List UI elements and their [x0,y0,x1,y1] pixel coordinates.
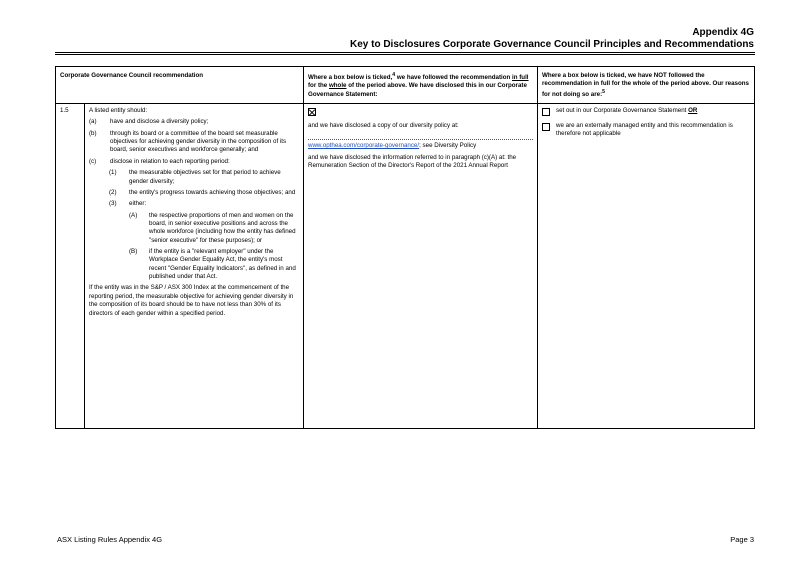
rec-intro: A listed entity should: [89,107,148,114]
item-label: (b) [89,129,97,137]
policy-link-line [308,142,533,150]
option-text: we are an externally managed entity and this recommendation is therefore not applicable [556,122,733,138]
info-disclosure-text: and we have disclosed the information referred to in paragraph (c)(A) at: the Remuneration Section of the Director's Report of the 2021 Annual Report [308,153,517,170]
list-item [89,248,299,281]
col2-header-whole: whole [328,82,347,90]
followed-cell [304,104,538,429]
rec-number: 1.5 [56,104,85,429]
item-label: (B) [129,248,138,256]
unchecked-checkbox-icon[interactable] [542,108,550,116]
list-item [89,130,299,155]
list-item [89,169,299,186]
table-header-row [56,67,755,104]
header-rule [55,52,755,53]
list-item [89,158,299,166]
col2-header [304,67,538,104]
rec-closing: If the entity was in the S&P / ASX 300 Index at the commencement of the reporting period, the measurable objective for achieving gender diversity in the composition of its board should be to have not less than 30% of its directors of each gender within a specified period. [89,284,294,317]
link-suffix: ; see Diversity Policy [419,142,477,150]
appendix-title: Appendix 4G [692,27,754,38]
document-title: Key to Disclosures Corporate Governance Council Principles and Recommendations [350,39,754,50]
checked-checkbox-icon[interactable] [308,108,316,116]
table-row [56,104,755,429]
header-rule-thin [55,54,755,55]
footnote-5: 5 [602,88,606,95]
or-label: OR [688,107,698,114]
item-label: (3) [109,200,117,208]
item-text: the respective proportions of men and women on the board, in senior executive positions and across the whole workforce (including how the entity has defined "senior executive" for these purposes); or [149,211,296,244]
diversity-policy-link[interactable]: www.opthea.com/corporate-governance/ [308,142,420,150]
dotted-line [308,133,533,140]
item-text: if the entity is a "relevant employer" under the Workplace Gender Equality Act, the entity's most recent "Gender Equality Indicators", as defined in and published under that Act. [149,248,296,281]
option-text-main: set out in our Corporate Governance Statement [556,107,689,114]
col2-header-text: of the period above. We have disclosed this in our Corporate Governance Statement: [308,82,527,98]
option-externally-managed [542,122,750,139]
item-text: through its board or a committee of the board set measurable objectives for achieving gender diversity in the composition of its board, senior executives and workforce generally; and [110,129,287,154]
list-item [89,189,299,197]
not-followed-cell [538,104,755,429]
option-text [556,107,697,116]
item-text: disclose in relation to each reporting period: [110,157,230,165]
policy-disclosure-text: and we have disclosed a copy of our diversity policy at: [308,122,459,129]
item-label: (c) [89,157,97,165]
col2-header-text: Where a box below is ticked, [308,74,393,82]
rec-text [85,104,304,429]
item-text: have and disclose a diversity policy; [110,118,209,126]
option-set-out [542,107,750,116]
page-number: Page 3 [730,535,754,544]
item-label: (2) [109,188,117,196]
col1-header: Corporate Governance Council recommendation [56,67,304,104]
item-text: the entity's progress towards achieving those objectives; and [129,188,296,196]
item-label: (A) [129,211,138,219]
col3-header-text: Where a box below is ticked, we have NOT followed the recommendation in full for the whole of the period above. Our reasons for not doing so are: [542,72,749,98]
item-label: (1) [109,169,117,177]
item-label: (a) [89,118,97,126]
followed-checkbox-row [308,107,533,116]
col2-header-text: for the [308,82,329,90]
footnote-4: 4 [392,72,396,78]
footer-left: ASX Listing Rules Appendix 4G [57,535,163,544]
col2-header-in-full: in full [512,74,529,82]
list-item [89,118,299,126]
unchecked-checkbox-icon[interactable] [542,123,550,131]
item-text: the measurable objectives set for that period to achieve gender diversity; [129,169,281,185]
col2-header-text: we have followed the recommendation [395,74,513,82]
list-item [89,212,299,245]
list-item [89,200,299,208]
recommendations-table [55,66,755,429]
col3-header [538,67,755,104]
item-text: either: [129,200,147,208]
